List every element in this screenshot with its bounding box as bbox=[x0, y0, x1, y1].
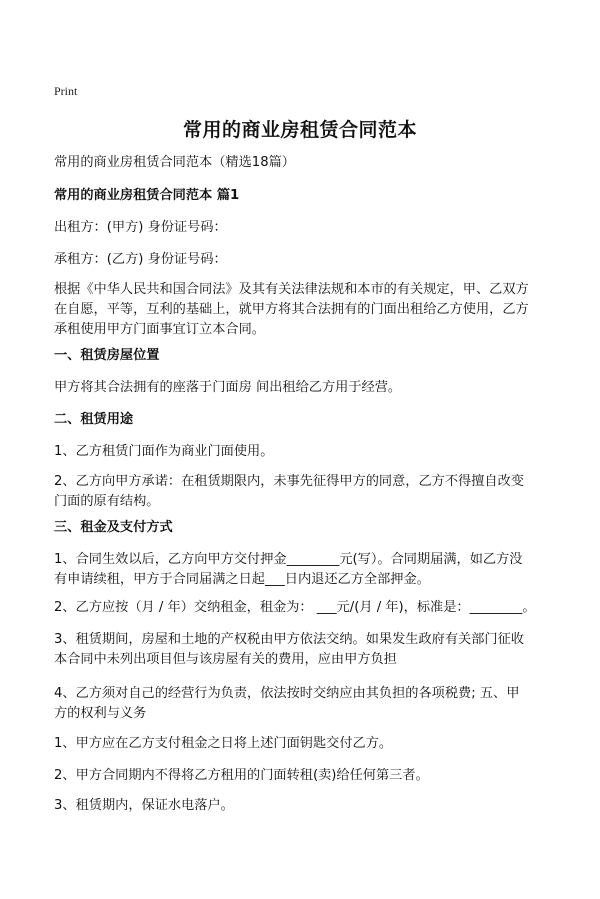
section-title: 常用的商业房租赁合同范本 篇1 bbox=[54, 188, 240, 203]
print-link[interactable]: Print bbox=[54, 84, 78, 98]
lessee-line: 承租方：(乙方) 身份证号码： bbox=[54, 252, 227, 267]
subtitle: 常用的商业房租赁合同范本（精选18篇） bbox=[54, 155, 295, 170]
paragraph-rent-4 bbox=[54, 684, 552, 724]
lessor-line: 出租方：(甲方) 身份证号码： bbox=[54, 220, 227, 235]
rent-line: 方的权利与义务 bbox=[54, 706, 147, 721]
paragraph-rent-3 bbox=[54, 630, 552, 670]
paragraph-rights-3: 3、租赁期内，保证水电落户。 bbox=[54, 798, 234, 813]
rent-line: 3、租赁期间，房屋和土地的产权税由甲方依法交纳。如果发生政府有关部门征收 bbox=[54, 632, 524, 647]
intro-line: 在自愿，平等，互利的基础上，就甲方将其合法拥有的门面出租给乙方使用，乙方 bbox=[54, 302, 529, 317]
usage-line: 门面的原有结构。 bbox=[54, 494, 160, 509]
intro-paragraph bbox=[54, 280, 552, 340]
paragraph-location: 甲方将其合法拥有的座落于门面房 间出租给乙方用于经营。 bbox=[54, 380, 402, 395]
paragraph-rent-1 bbox=[54, 550, 552, 590]
rent-line: 4、乙方须对自己的经营行为负责，依法按时交纳应由其负担的各项税费; 五、甲 bbox=[54, 686, 520, 701]
paragraph-rent-2: 2、乙方应按（月 / 年）交纳租金，租金为： ___元/(月 / 年)，标准是：________。 bbox=[54, 600, 536, 615]
intro-line: 根据《中华人民共和国合同法》及其有关法律法规和本市的有关规定，甲、乙双方 bbox=[54, 282, 529, 297]
paragraph-rights-2: 2、甲方合同期内不得将乙方租用的门面转租(卖)给任何第三者。 bbox=[54, 768, 429, 783]
rent-line: 1、合同生效以后，乙方向甲方交付押金________元(写）。合同期届满，如乙方没 bbox=[54, 552, 523, 567]
section-heading-2: 二、租赁用途 bbox=[54, 412, 134, 427]
section-heading-3: 三、租金及支付方式 bbox=[54, 520, 173, 535]
page-title: 常用的商业房租赁合同范本 bbox=[182, 119, 417, 141]
section-heading-1: 一、租赁房屋位置 bbox=[54, 348, 160, 363]
rent-line: 有申请续租，甲方于合同届满之日起___日内退还乙方全部押金。 bbox=[54, 572, 430, 587]
paragraph-usage-2 bbox=[54, 472, 552, 512]
paragraph-rights-1: 1、甲方应在乙方支付租金之日将上述门面钥匙交付乙方。 bbox=[54, 736, 393, 751]
intro-line: 承租使用甲方门面事宜订立本合同。 bbox=[54, 322, 265, 337]
rent-line: 本合同中未列出项目但与该房屋有关的费用，应由甲方负担 bbox=[54, 652, 397, 667]
usage-line: 2、乙方向甲方承诺：在租赁期限内，未事先征得甲方的同意，乙方不得擅自改变 bbox=[54, 474, 524, 489]
paragraph-usage-1: 1、乙方租赁门面作为商业门面使用。 bbox=[54, 444, 274, 459]
